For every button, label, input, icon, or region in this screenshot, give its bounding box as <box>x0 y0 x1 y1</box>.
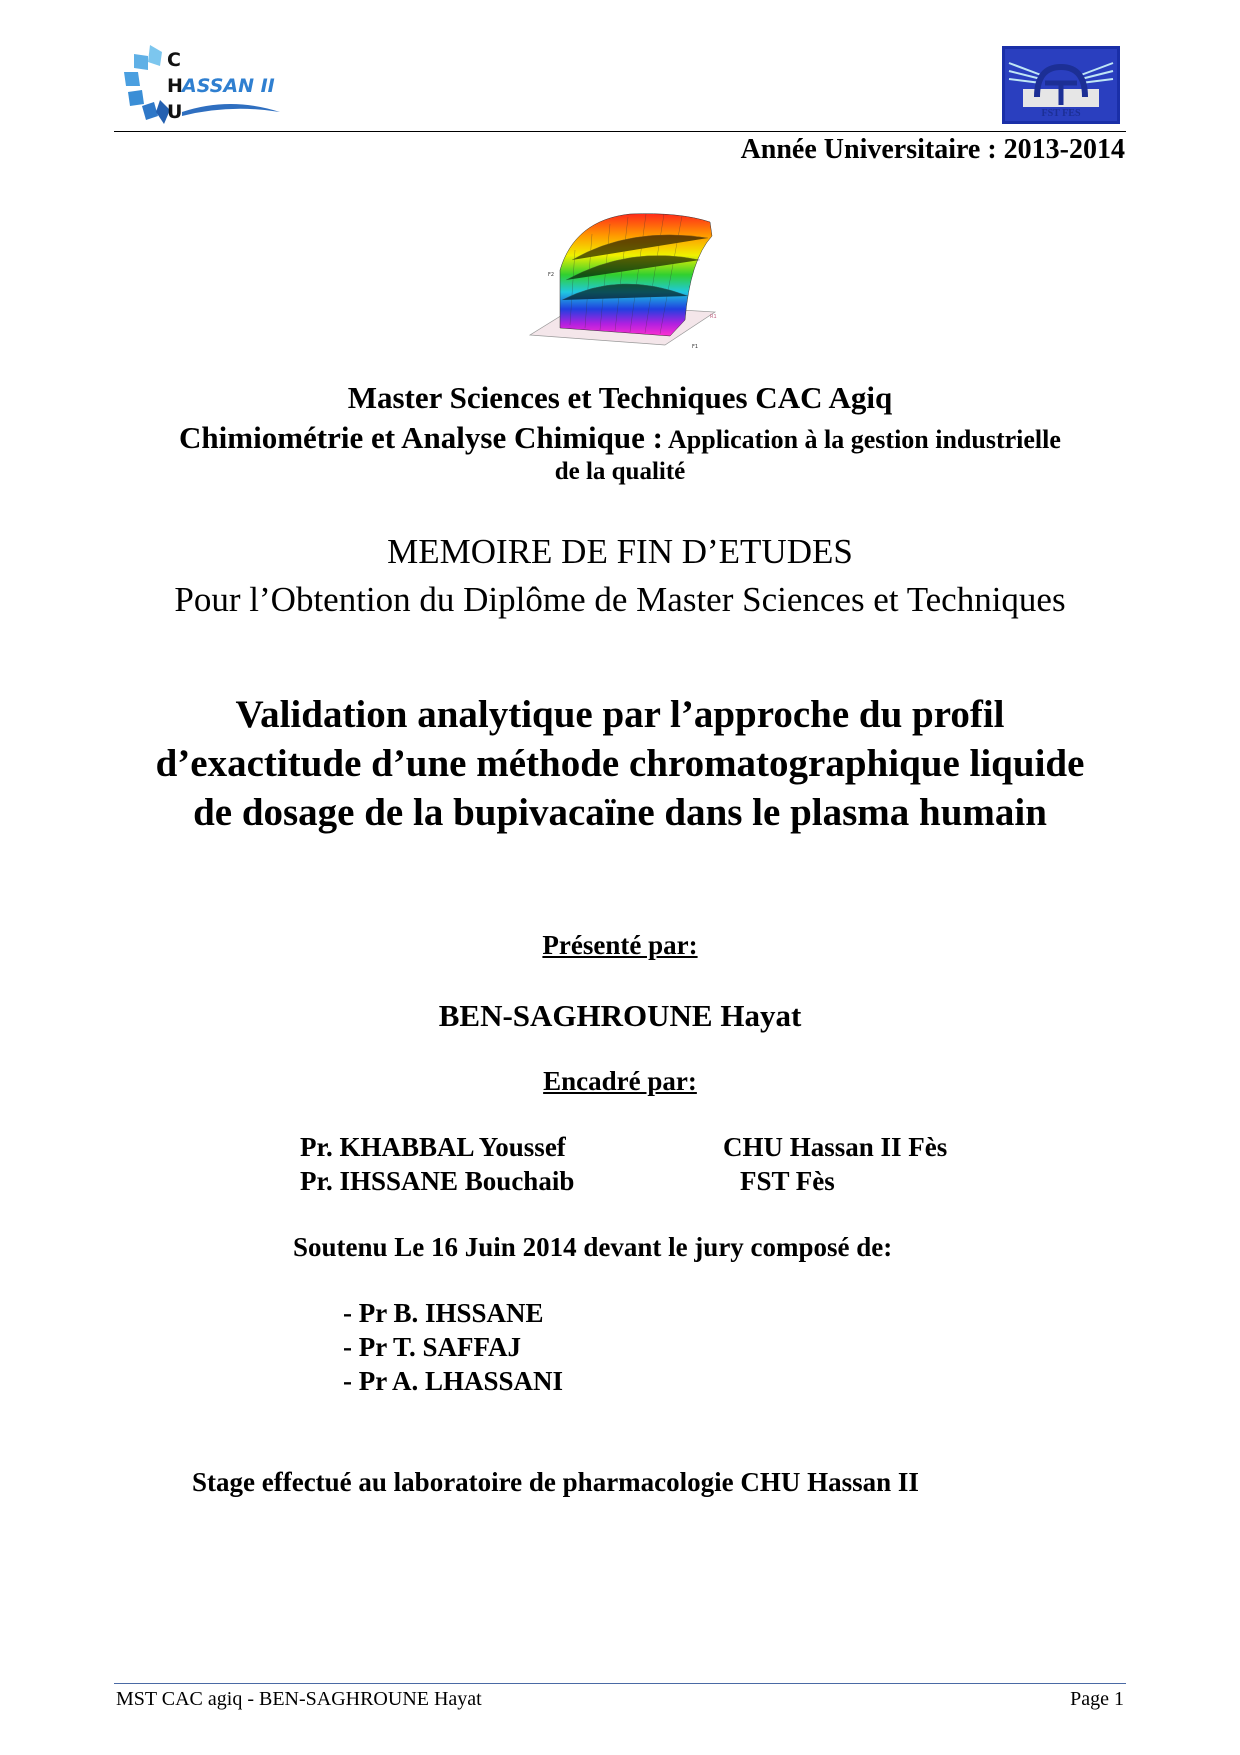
supervised-by-label: Encadré par: <box>543 1066 697 1096</box>
header-divider <box>114 131 1126 132</box>
footer-divider <box>114 1683 1126 1684</box>
svg-text:U: U <box>167 101 183 123</box>
supervisor-name: Pr. IHSSANE Bouchaib <box>300 1166 575 1196</box>
jury-member: - Pr A. LHASSANI <box>343 1366 564 1396</box>
program-name: Master Sciences et Techniques CAC Agiq <box>347 380 893 415</box>
supervisor-name: Pr. KHABBAL Youssef <box>300 1132 566 1162</box>
jury-member: - Pr B. IHSSANE <box>343 1298 544 1328</box>
memoire-heading: MEMOIRE DE FIN D’ETUDES <box>387 532 853 571</box>
title-line-2: d’exactitude d’une méthode chromatographique liquide <box>155 742 1085 785</box>
defense-statement: Soutenu Le 16 Juin 2014 devant le jury composé de: <box>293 1232 893 1262</box>
svg-text:H: H <box>167 75 183 97</box>
program-specialty-continued: de la qualité <box>554 458 686 485</box>
page-number: Page 1 <box>1070 1688 1124 1710</box>
svg-text:FST FES: FST FES <box>1041 108 1081 119</box>
specialty-main: Chimiométrie et Analyse Chimique : <box>179 420 663 455</box>
svg-text:F1: F1 <box>692 344 699 350</box>
svg-text:F2: F2 <box>548 272 555 278</box>
title-line-3: de dosage de la bupivacaïne dans le plasma humain <box>193 791 1047 834</box>
3d-surface-plot-icon <box>520 200 720 350</box>
chu-hassan-ii-logo <box>120 40 290 130</box>
chu-flower-icon <box>120 40 290 130</box>
program-specialty <box>0 420 1240 456</box>
thesis-title <box>0 690 1240 837</box>
fst-emblem-icon <box>1005 49 1117 121</box>
title-line-1: Validation analytique par l’approche du profil <box>235 693 1005 736</box>
svg-text:C: C <box>167 49 181 71</box>
presented-by-label: Présenté par: <box>542 930 698 960</box>
academic-year: Année Universitaire : 2013-2014 <box>740 134 1125 165</box>
specialty-sub: Application à la gestion industrielle <box>662 425 1061 454</box>
supervisor-affiliation: FST Fès <box>740 1166 835 1196</box>
student-name: BEN-SAGHROUNE Hayat <box>438 998 802 1033</box>
svg-text:R1: R1 <box>710 314 717 320</box>
internship-statement: Stage effectué au laboratoire de pharmacologie CHU Hassan II <box>192 1467 919 1497</box>
jury-member: - Pr T. SAFFAJ <box>343 1332 521 1362</box>
supervisor-affiliation: CHU Hassan II Fès <box>723 1132 948 1162</box>
svg-text:ASSAN II: ASSAN II <box>182 75 275 97</box>
response-surface-illustration <box>520 200 720 350</box>
memoire-subheading: Pour l’Obtention du Diplôme de Master Sciences et Techniques <box>174 580 1066 619</box>
footer-author: MST CAC agiq - BEN-SAGHROUNE Hayat <box>116 1688 482 1710</box>
fst-fes-logo <box>1002 46 1120 124</box>
